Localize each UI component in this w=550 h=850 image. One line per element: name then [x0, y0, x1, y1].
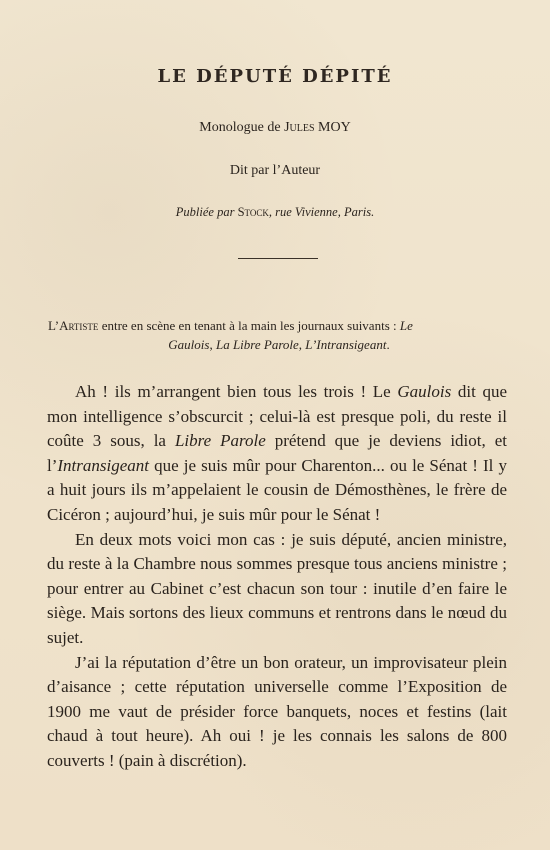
p1-intransigeant: Intransigeant	[57, 455, 149, 475]
publisher-line	[0, 205, 550, 220]
paragraph-2: En deux mots voici mon cas : je suis député, ancien ministre, du reste à la Chambre nous sommes presque tous anciens ministre ; pour entrer au Cabinet c’est chacun son tour : inutile d’en faire le siège. Mais sortons des lieux communs et rentrons dans le nœud du sujet.	[47, 529, 507, 647]
stage-direction-line-2	[48, 335, 510, 354]
p1-text-b: dit que mon intelligence s’obscurcit ; celui-là est presque poli, du reste il coûte 3 sous, la	[47, 382, 507, 451]
page-title: LE DÉPUTÉ DÉPITÉ	[157, 66, 393, 87]
journal-separator-1: ,	[209, 337, 216, 352]
stage-direction	[48, 316, 510, 354]
author-last-name: MOY	[318, 120, 351, 135]
publisher-address: , rue Vivienne, Paris.	[268, 205, 375, 219]
p1-text-d: que je suis mûr pour Charenton... ou le Sénat ! Il y a huit jours ils m’appelaient le cousin de Démosthènes, le frère de Cicéron ; aujourd’hui, je suis mûr pour le Sénat !	[47, 455, 507, 524]
p1-text-c: prétend que je deviens idiot, et l’	[47, 431, 507, 475]
p1-libre-parole: Libre Parole	[174, 431, 266, 451]
monologue-body	[47, 380, 507, 774]
section-divider	[238, 258, 318, 259]
publisher-name: Stock	[237, 205, 269, 219]
author-line	[0, 120, 550, 136]
journal-gaulois: Gaulois	[168, 337, 210, 352]
journal-intransigeant: L’Intransigeant	[305, 337, 387, 352]
author-prefix: Monologue de	[199, 120, 281, 135]
p1-text-a: Ah ! ils m’arrangent bien tous les trois ! Le	[75, 382, 398, 401]
stage-direction-end: .	[386, 337, 390, 352]
stage-text: entre en scène en tenant à la main les journaux suivants :	[98, 318, 400, 333]
journal-libre-parole: La Libre Parole	[215, 337, 299, 352]
journal-separator-2: ,	[298, 337, 306, 352]
p1-gaulois: Gaulois	[397, 382, 452, 401]
publisher-prefix: Publiée par	[175, 205, 235, 219]
author-first-name: Jules	[284, 120, 315, 135]
stage-role: L’Artiste	[48, 318, 99, 333]
journal-le: Le	[399, 318, 413, 333]
paragraph-1	[47, 380, 507, 528]
performed-by: Dit par l’Auteur	[229, 163, 321, 178]
paragraph-3: J’ai la réputation d’être un bon orateur, un improvisateur plein d’aisance ; cette réputation universelle comme l’Exposition de 1900 me vaut de présider force banquets, noces et festins (lait chaud à tout heure). Ah oui ! je les connais les salons de 800 couverts ! (pain à discrétion).	[47, 652, 507, 770]
